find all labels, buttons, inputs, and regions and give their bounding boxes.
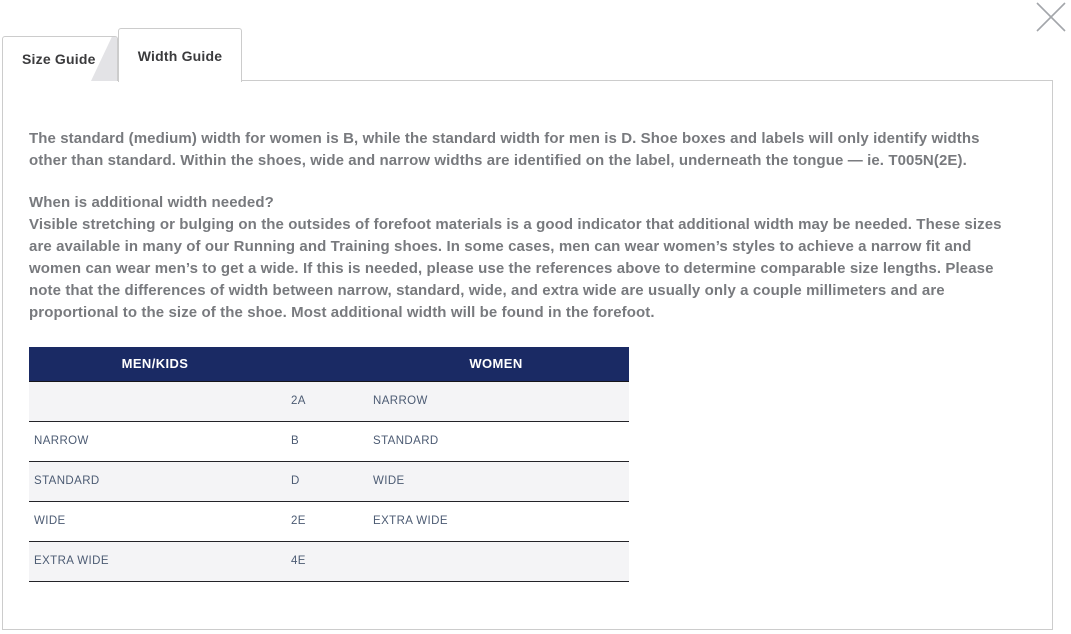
women-width-cell: STANDARD	[363, 421, 629, 461]
table-row	[29, 421, 629, 461]
tab-width-guide-label: Width Guide	[137, 47, 223, 64]
close-icon	[1034, 1, 1068, 33]
men-kids-width-cell: NARROW	[29, 421, 281, 461]
width-comparison-table	[29, 347, 629, 582]
table-row	[29, 541, 629, 581]
men-kids-width-cell: EXTRA WIDE	[29, 541, 281, 581]
width-code-cell: 4E	[281, 541, 363, 581]
width-code-cell: B	[281, 421, 363, 461]
width-intro-paragraph: The standard (medium) width for women is B, while the standard width for men is D. Shoe boxes and labels will only identify widths other than standard. Within the shoes, wide and narrow widths are identified on the label, underneath the tongue — ie. T005N(2E).	[29, 130, 980, 169]
women-width-cell: NARROW	[363, 381, 629, 421]
tab-width-guide[interactable]	[118, 28, 242, 82]
width-code-cell: 2E	[281, 501, 363, 541]
tab-size-guide-label: Size Guide	[22, 51, 96, 67]
width-guide-panel	[2, 80, 1053, 630]
width-code-cell: D	[281, 461, 363, 501]
women-width-cell	[363, 541, 629, 581]
women-width-cell: WIDE	[363, 461, 629, 501]
men-kids-width-cell: WIDE	[29, 501, 281, 541]
additional-width-heading: When is additional width needed?	[29, 194, 274, 211]
table-row	[29, 461, 629, 501]
column-header-code	[281, 347, 363, 381]
women-width-cell: EXTRA WIDE	[363, 501, 629, 541]
tab-size-guide[interactable]	[2, 36, 118, 81]
additional-width-section	[29, 192, 1015, 324]
men-kids-width-cell	[29, 381, 281, 421]
table-row	[29, 381, 629, 421]
table-row	[29, 501, 629, 541]
column-header-men-kids: MEN/KIDS	[29, 347, 281, 381]
close-button[interactable]	[1033, 1, 1069, 35]
table-header-row	[29, 347, 629, 381]
additional-width-paragraph: Visible stretching or bulging on the outsides of forefoot materials is a good indicator that additional width may be needed. These sizes are available in many of our Running and Training shoes. In some cases, men can wear women’s styles to achieve a narrow fit and women can wear men’s to get a wide. If this is needed, please use the references above to determine comparable size lengths. Please note that the differences of width between narrow, standard, wide, and extra wide are usually only a couple millimeters and are proportional to the size of the shoe. Most additional width will be found in the forefoot.	[29, 216, 1002, 321]
column-header-women: WOMEN	[363, 347, 629, 381]
men-kids-width-cell: STANDARD	[29, 461, 281, 501]
width-code-cell: 2A	[281, 381, 363, 421]
